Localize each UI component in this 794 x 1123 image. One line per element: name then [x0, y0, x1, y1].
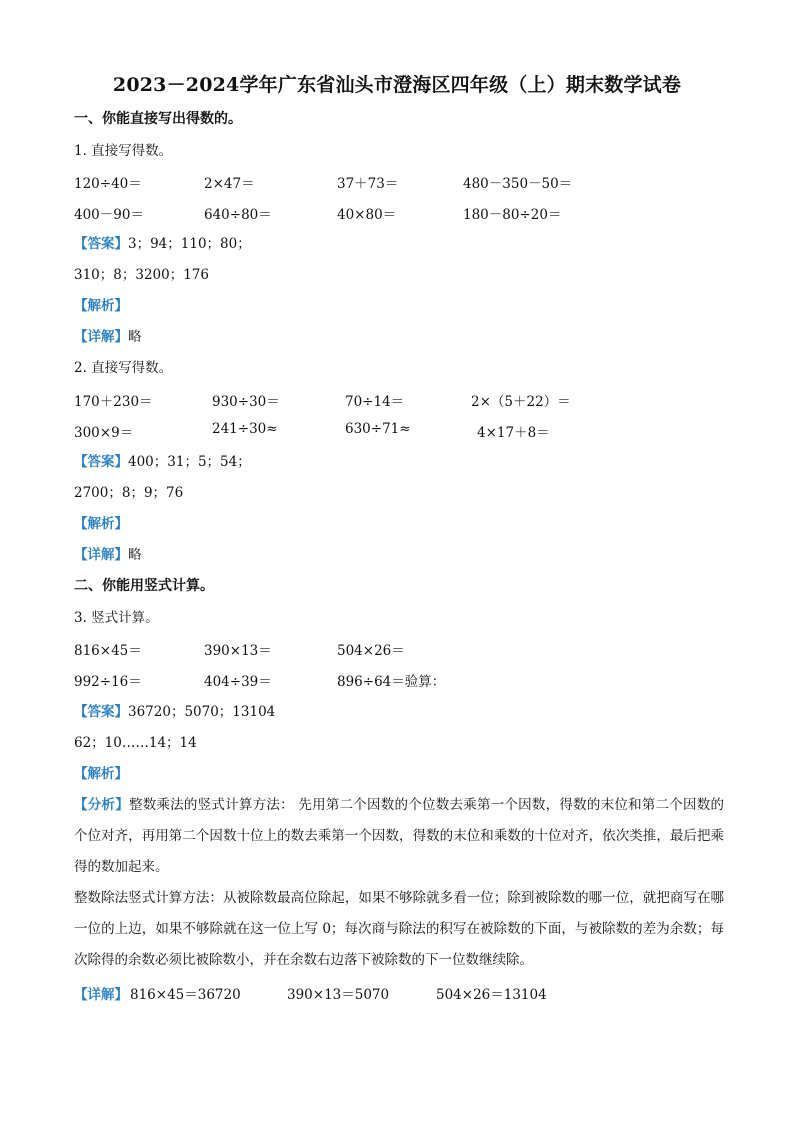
question-1-row-2	[74, 203, 734, 223]
question-2-row-2	[74, 421, 734, 441]
answer-tag: 【答案】	[74, 704, 128, 720]
question-2-analysis-tag: 【解析】	[74, 516, 128, 532]
section-heading-1: 一、你能直接写出得数的。	[74, 111, 242, 127]
expression: 504×26＝	[337, 643, 405, 659]
question-2-answer-line-2: 2700；8；9；76	[74, 485, 184, 501]
detail-item: 504×26＝13104	[436, 987, 547, 1003]
expression: 241÷30≈	[212, 421, 278, 437]
question-3-answer-line-2: 62；10……14；14	[74, 735, 197, 751]
question-2-stem: 2. 直接写得数。	[74, 360, 173, 376]
expression: 630÷71≈	[345, 421, 411, 437]
answer-text: 400；31；5；54；	[128, 454, 251, 470]
analysis-paragraph-multiplication	[74, 790, 724, 883]
answer-tag: 【答案】	[74, 454, 128, 470]
expression: 2×47＝	[204, 176, 255, 192]
expression: 2×（5＋22）＝	[471, 394, 571, 410]
expression: 640÷80＝	[204, 207, 272, 223]
expression: 120÷40＝	[74, 176, 142, 192]
question-2-row-1	[74, 390, 734, 410]
expression: 180－80÷20＝	[463, 207, 562, 223]
expression: 480－350－50＝	[463, 176, 573, 192]
question-3-analysis-tag: 【解析】	[74, 766, 128, 782]
question-1-row-1	[74, 172, 734, 192]
question-2-answer	[74, 452, 251, 472]
expression: 37＋73＝	[337, 176, 399, 192]
expression: 4×17＋8＝	[477, 425, 550, 441]
analysis-paragraph-division: 整数除法竖式计算方法：从被除数最高位除起，如果不够除就多看一位；除到被除数的哪一位，就把商写在哪一位的上边，如果不够除就在这一位上写 0；每次商与除法的积写在被除数的下面，与被除数的差为余数；每次除得的余数必须比被除数小，并在余数右边落下被除数的下一位数继续除。	[74, 890, 724, 968]
answer-text: 3；94；110；80；	[128, 236, 251, 252]
expression: 170＋230＝	[74, 394, 153, 410]
detail-item: 390×13＝5070	[287, 987, 390, 1003]
question-3-detail	[74, 983, 734, 1003]
expression: 40×80＝	[337, 207, 397, 223]
detail-item: 816×45＝36720	[130, 987, 241, 1003]
question-1-answer-line-2: 310；8；3200；176	[74, 267, 209, 283]
expression: 816×45＝	[74, 643, 142, 659]
question-1-analysis-tag: 【解析】	[74, 298, 128, 314]
detail-tag: 【详解】	[74, 547, 128, 563]
expression: 70÷14＝	[345, 394, 405, 410]
detail-tag: 【详解】	[74, 987, 128, 1003]
expression: 300×9＝	[74, 425, 134, 441]
fenxi-tag: 【分析】	[74, 797, 129, 813]
question-3-row-2	[74, 670, 734, 690]
expression: 404÷39＝	[204, 674, 272, 690]
detail-text: 略	[128, 329, 142, 345]
question-3-answer	[74, 702, 275, 722]
expression: 896÷64＝验算：	[337, 674, 446, 690]
expression: 390×13＝	[204, 643, 272, 659]
question-1-stem: 1. 直接写得数。	[74, 143, 173, 159]
expression: 400－90＝	[74, 207, 144, 223]
answer-tag: 【答案】	[74, 236, 128, 252]
detail-text: 略	[128, 547, 142, 563]
expression: 992÷16＝	[74, 674, 142, 690]
question-1-detail	[74, 327, 142, 347]
fenxi-text: 整数乘法的竖式计算方法： 先用第二个因数的个位数去乘第一个因数，得数的末位和第二个因数的个位对齐，再用第二个因数十位上的数去乘第一个因数，得数的末位和乘数的十位对齐，依次类推，最后把乘得的数加起来。	[74, 797, 725, 875]
detail-tag: 【详解】	[74, 329, 128, 345]
question-2-detail	[74, 545, 142, 565]
question-1-answer	[74, 234, 251, 254]
expression: 930÷30＝	[212, 394, 280, 410]
question-3-row-1	[74, 639, 734, 659]
page-title: 2023－2024学年广东省汕头市澄海区四年级（上）期末数学试卷	[112, 74, 682, 96]
answer-text: 36720；5070；13104	[128, 704, 276, 720]
question-3-stem: 3. 竖式计算。	[74, 610, 159, 626]
section-heading-2: 二、你能用竖式计算。	[74, 578, 214, 594]
